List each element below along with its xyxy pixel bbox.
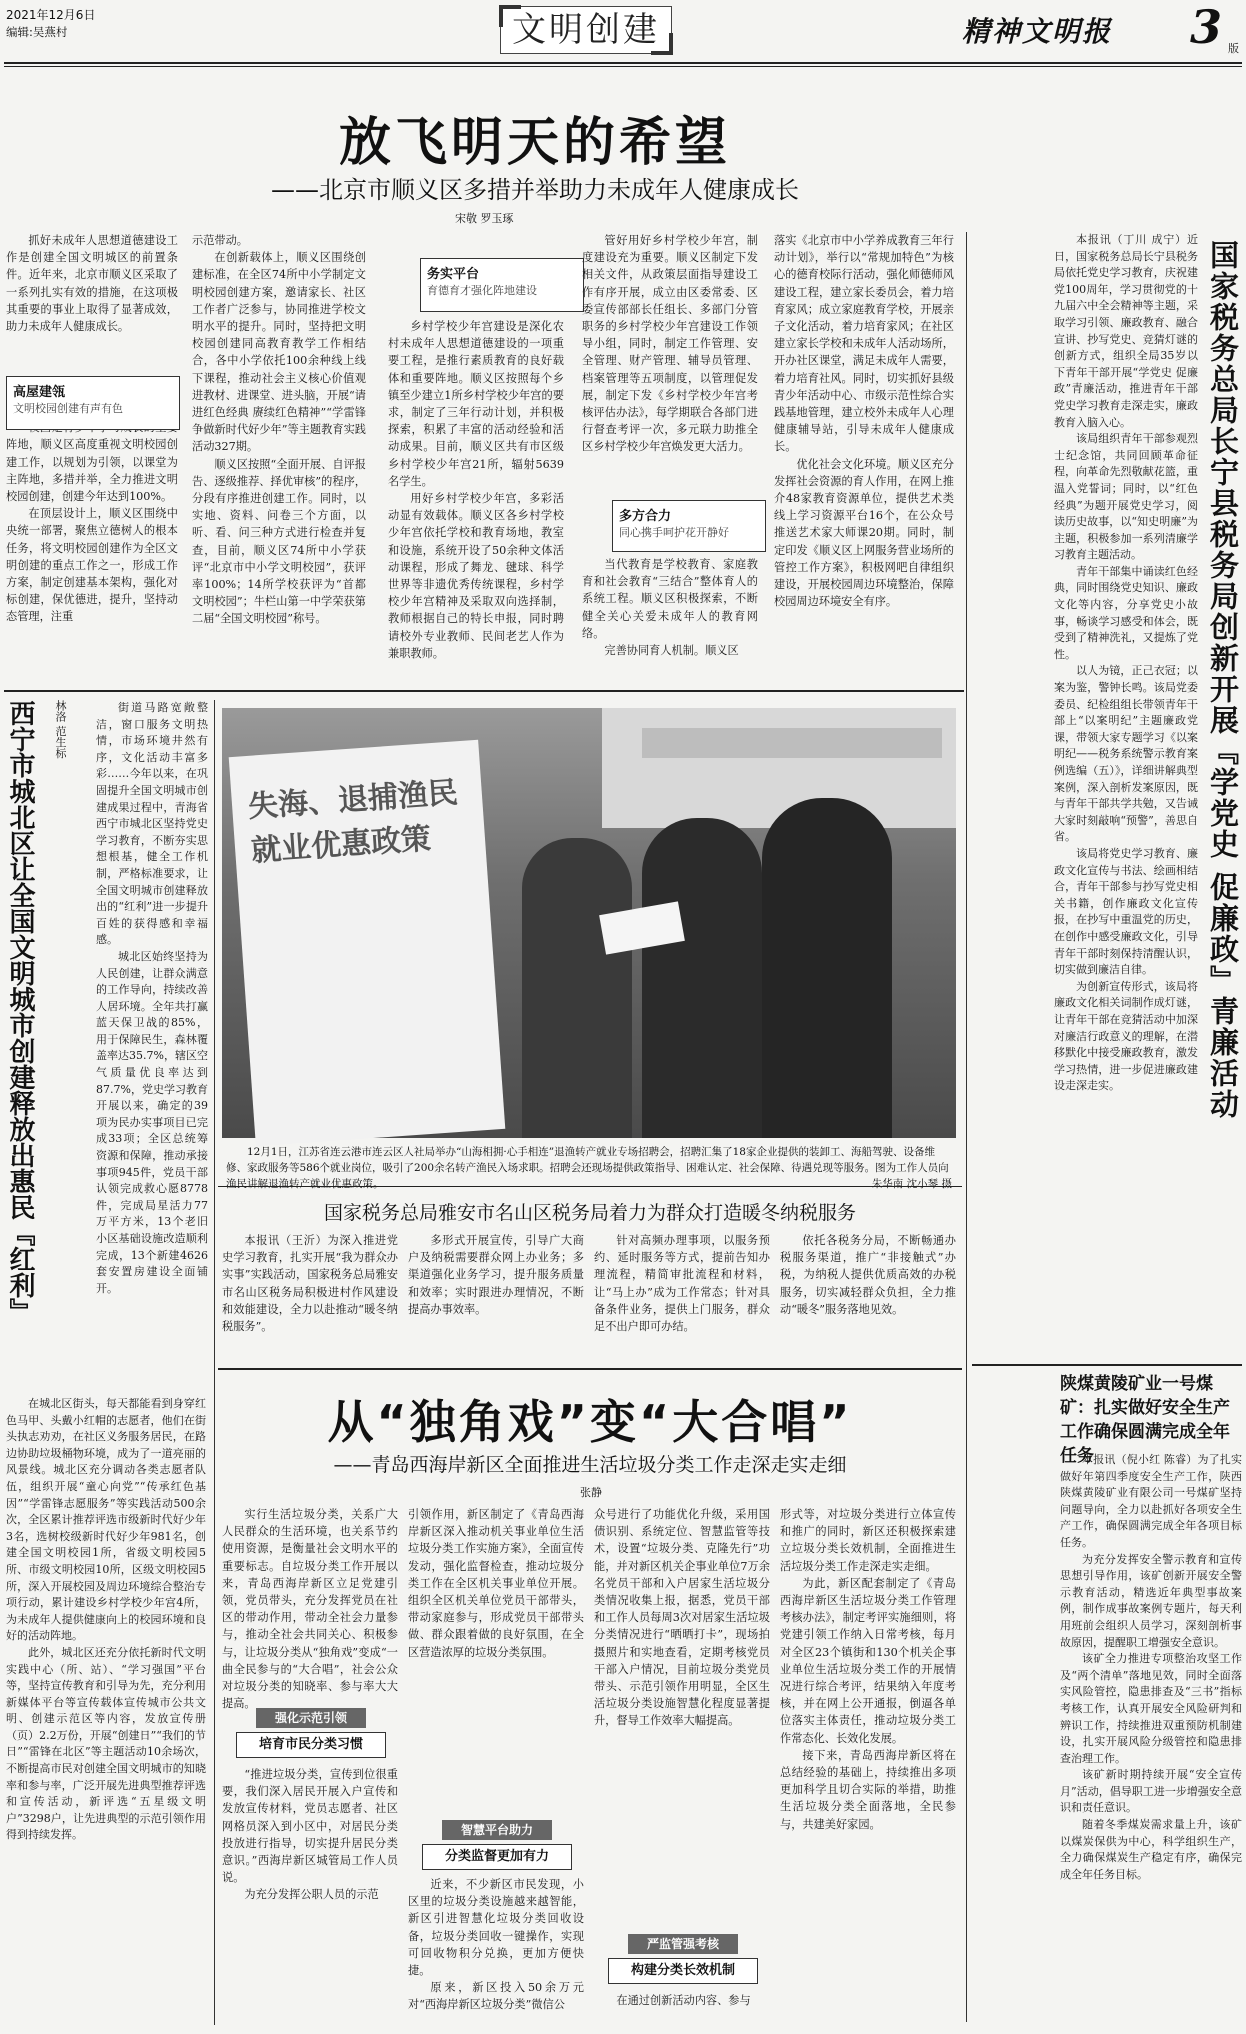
page-suffix: 版 <box>1228 42 1239 55</box>
qingdao-byline: 张静 <box>580 1486 602 1499</box>
section-rule <box>4 690 964 692</box>
editor-credit: 编辑:吴燕村 <box>6 25 68 39</box>
qingdao-subhead: ——青岛西海岸新区全面推进生活垃圾分类工作走深走实走细 <box>333 1454 847 1476</box>
paragraph: 抓好未成年人思想道德建设工作是创建全国文明城区的前置条件。近年来，北京市顺义区采取了一系列扎实有效的措施，在这项极其重要的事业上取得了显著成效，助力未成年人健康成长。 <box>6 234 178 334</box>
paragraph: 为充分发挥公职人员的示范 <box>244 1888 379 1902</box>
paragraph: 多形式开展宣传，引导广大商户及纳税需要群众网上办业务；多渠道强化业务学习，提升服务质量和效率；实时跟进办理情况，不断提高办事效率。 <box>408 1234 584 1316</box>
paragraph: 以人为镜，正己衣冠；以案为鉴，警钟长鸣。该局党委委员、纪检组组长带领青年干部上“以案明纪”主题廉政党课，带领大家专题学习《以案明纪——税务系统警示教育案例选编（五）》，详细讲解典型案例，深入剖析发案原因，既与青年干部共学共勉，又告诫大家时刻敲响“预警”，善思自省。 <box>1054 664 1198 844</box>
paragraph: 本报讯（王沂）为深入推进党史学习教育，扎实开展“我为群众办实事”实践活动，国家税务总局雅安市名山区税务局积极进村作风建设和效能建设，全力以赴推动“暖冬纳税服务”。 <box>222 1234 398 1334</box>
photo-person-3 <box>762 798 892 1138</box>
qd-col-4 <box>780 1506 956 2026</box>
paragraph: 本报讯（丁川 成宁）近日，国家税务总局长宁县税务局依托党史学习教育，庆祝建党100周年，学习贯彻党的十九届六中全会精神等主题，采取学习引领、廉政教育、融合宣讲、抄写党史、竞猜灯谜的创新方式，组织全局35岁以下青年干部开展“学党史 促廉政”青廉活动，推进青年干部党史学习教育走深走实，廉政教育入脑入心。 <box>1054 233 1198 429</box>
main-byline: 宋敬 罗玉琢 <box>455 212 514 225</box>
paragraph: 优化社会文化环境。顺义区充分发挥社会资源的育人作用，在网上推介48家教育资源单位，提供艺术类线上学习资源平台16个，在公众号推送艺术家大师课20期。同时，制定印发《顺义区上网服务营业场所的管控工作方案》，积极网吧自律组织建设，开展校园周边环境整治，保障校园周边环境安全有序。 <box>774 457 954 609</box>
paragraph: 为此，新区配套制定了《青岛西海岸新区生活垃圾分类工作管理考核办法》，制定考评实施细则，将党建引领工作纳入日常考核，每月对全区23个镇街和130个机关企事业单位生活垃圾分类工作的开展情况进行综合考评，结果纳入年度考核，并在网上公开通报，倒逼各单位落实主体责任，推动垃圾分类工作常态化、长效化发展。 <box>780 1576 956 1745</box>
qd-col-3b <box>594 1992 770 2026</box>
column-rule <box>214 700 215 2025</box>
paragraph: 实行生活垃圾分类，关系广大人民群众的生活环境，也关系节约使用资源，是衡量社会文明水平的重要标志。自垃圾分类工作开展以来，青岛西海岸新区立足党建引领，党员带头，充分发挥党员在社区的带动作用，带动全社会力量参与，推动全社会共同关心、积极参与，让垃圾分类从“独角戏”变成“一曲全民参与的“大合唱”，社会公众对垃圾分类的知晓率、参与率大大提高。 <box>222 1508 398 1711</box>
paragraph: 近来，不少新区市民发现，小区里的垃圾分类设施越来越智能，新区引进智慧化垃圾分类回收设备，垃圾分类回收一键操作，实现可回收物积分兑换，更加方便快捷。 <box>408 1878 584 1978</box>
qingdao-headline: 从“独角戏”变“大合唱” <box>327 1395 853 1449</box>
page-number: 3 <box>1190 0 1223 54</box>
paper-name: 精神文明报 <box>962 15 1113 48</box>
tax-col-1 <box>222 1232 398 1362</box>
paragraph: 在城北区街头，每天都能看到身穿红色马甲、头戴小红帽的志愿者，他们在街头执志劝劝，在社区义务服务居民，在路边协助垃圾桶物环境，成为了一道亮丽的风景线。城北区充分调动各类志愿者队伍，组织开展“童心向党”“传承红色基因”“学雷锋志愿服务”等实践活动500余次，全区累计推荐评选市级新时代好少年3名，选树校级新时代好少年981名，创建全国文明校园1所，省级文明校园5所、市级文明校园10所，区级文明校园5所，深入开展校园及周边环境综合整治专项行动，累计建设乡村学校少年宫4所，为未成年人提供健康向上的校园环境和良好的活动阵地。 <box>6 1397 206 1643</box>
main-subhead: ——北京市顺义区多措并举助力未成年人健康成长 <box>271 176 799 204</box>
paragraph: 本报讯（倪小红 陈睿）为了扎实做好年第四季度安全生产工作，陕西陕煤黄陵矿业有限公司一号煤矿坚持问题导向，全力以赴抓好各项安全生产工作，确保圆满完成全年各项目标任务。 <box>1060 1453 1242 1549</box>
paragraph: 落实《北京市中小学养成教育三年行动计划》，举行以“常规加特色”为核心的德育校际行活动，强化师德师风建设工程，建立家长委员会，着力培育家风；成立家庭教育学校，开展亲子文化活动，着力培育家风；在社区建立家长学校和未成年人活动场所，开办社区课堂，满足未成年人需要，着力培育社风。同时，切实抓好县级青少年活动中心、市级示范性综合实践基地管理，建立校外未成年人心理健康辅导站，引导未成年人健康成长。 <box>774 234 954 454</box>
paragraph: 该矿全力推进专项整治攻坚工作及“两个清单”落地见效，同时全面落实风险管控，隐患排查及“三书”指标考核工作，认真开展安全风险研判和辨识工作，持续推进双重预防机制建设，扎实开展风险分级管控和隐患排查治理工作。 <box>1060 1652 1242 1765</box>
paragraph: 该局组织青年干部参观烈士纪念馆，共同回顾革命征程，向革命先烈敬献花篮，重温入党誓词；同时，以“红色经典”为题开展党史学习，阅读历史故事，以“知史明廉”为主题，积极参加一系列清廉学习教育主题活动。 <box>1054 432 1198 562</box>
subhead-title: 务实平台 <box>427 267 480 282</box>
news-photo <box>222 708 956 1138</box>
paragraph: 当代教育是学校教育、家庭教育和社会教育“三结合”整体育人的系统工程。顺义区积极探索，不断健全关心关爱未成年人的教育网络。 <box>582 558 758 640</box>
left-col-body-lower <box>6 1396 206 2026</box>
photo-caption <box>226 1144 952 1192</box>
tax-col-3 <box>594 1232 770 1362</box>
photo-person-1 <box>522 838 632 1138</box>
paragraph: 示范带动。 <box>192 234 248 247</box>
subhead-title: 高屋建瓴 <box>13 385 66 400</box>
section-sub-3: 构建分类长效机制 <box>608 1958 758 1984</box>
paragraph: 原来，新区投入50余万元对“西海岸新区垃圾分类”微信公 <box>408 1981 584 2012</box>
paragraph: 城北区始终坚持为人民创建，让群众满意的工作导向，持续改善人居环境。全年共打赢蓝天保卫战的85%，用于保障民生，森林覆盖率达35.7%，辖区空气质量优良率达到87.7%，党史学习教育开展以来，确定的39项为民办实事项目已完成33项；全区总统筹资源和保障，推动承接事项945件，党员干部认领完成救心愿8778件，完成局星活力77万平方米，13个老旧小区基础设施改造顺利完成，13个新建4626套安置房建设全面铺开。 <box>96 949 208 1295</box>
paragraph: 街道马路宽敞整洁，窗口服务文明热情，市场环境井然有序，文化活动丰富多彩……今年以来，在巩固提升全国文明城市创建成果过程中，青海省西宁市城北区坚持党史学习教育，不断夯实思想根基，健全工作机制，严格标准要求，让全国文明城市创建释放出的“红利”进一步提升百姓的获得感和幸福感。 <box>96 701 208 947</box>
section-rule <box>218 1186 962 1187</box>
section-rule <box>972 1364 1242 1366</box>
main-col-2 <box>192 232 366 682</box>
paragraph: 完善协同育人机制。顺义区 <box>604 644 739 658</box>
paragraph: 针对高频办理事项，以服务预约、延时服务等方式，提前告知办理流程，精简审批流程和材料，让“马上办”成为工作常态；针对具备条件业务，提供上门服务，群众足不出户即可办结。 <box>594 1234 770 1334</box>
column-rule <box>966 232 967 2022</box>
main-col-4 <box>582 232 758 492</box>
qd-col-3 <box>594 1506 770 1926</box>
poster-text: 失海、退捕渔民就业优惠政策 <box>247 775 459 869</box>
right-col-body-lower <box>980 1152 1242 1362</box>
paragraph: 形式等，对垃圾分类进行立体宣传和推广的同时，新区还积极探索建立垃圾分类长效机制，全面推进生活垃圾分类工作走深走实走细。 <box>780 1508 956 1573</box>
main-col-5 <box>774 232 954 682</box>
left-vertical-title: 西宁市城北区让全国文明城市创建释放出惠民『红利』 <box>5 700 35 1324</box>
masthead-rule-thin <box>4 66 1242 67</box>
paragraph: 此外，城北区还充分依托新时代文明实践中心（所、站）、“学习强国”平台等，坚持宣传教育和引导为先，充分利用新媒体平台等宣传载体宣传城市公共文明、创建示范区等内容，发放宣传册（页）2.2万份，开展“创建日”“我们的节日”“雷锋在北区”等主题活动10余场次，不断提高市民对创建全国文明城市的知晓率和参与率，广泛开展先进典型推荐评选和宣传活动，新评选“五星级文明户”3298户，让先进典型的示范引领作用得到持续发挥。 <box>6 1645 206 1842</box>
photo-person-2 <box>642 818 762 1138</box>
section-pill-1: 强化示范引领 <box>256 1708 366 1728</box>
section-pill-3: 严监管强考核 <box>628 1934 738 1954</box>
paragraph: 在创新载体上，顺义区围绕创建标准，在全区74所中小学制定文明校园创建方案，邀请家长、社区工作者广泛参与，协同推进学校文明水平的提升。同时，坚持把文明校园创建同高教育教学工作相结合，各中小学依托100余种线上线下课程，推动社会主义核心价值观进教材、进课堂、进头脑，开展“请进红色经典 赓续红色精神”“学雷锋 争做新时代好少年”等主题教育实践活动327期。 <box>192 251 366 454</box>
paragraph: 在通过创新活动内容、参与 <box>616 1994 751 2007</box>
issue-date: 2021年12月6日 <box>6 8 96 22</box>
main-col-4b <box>582 556 758 682</box>
section-sub-2: 分类监督更加有力 <box>422 1844 572 1870</box>
paragraph: 用好乡村学校少年宫，多彩活动显有效载体。顺义区各乡村学校少年宫依托学校和教育场地，教室和设施，系统开设了50余种文体活动课程，形成了舞龙、毽球、科学世界等非遗优秀传统课程，乡村学校少年宫精神及采取双向选择制，教师根据自己的特长申报，同时聘请校外专业教师、民间老艺人作为兼职教师。 <box>388 492 564 660</box>
photo-banner <box>642 728 942 758</box>
section-pill-2: 智慧平台助力 <box>442 1820 552 1840</box>
paragraph: 为创新宣传形式，该局将廉政文化相关词制作成灯谜，让青年干部在竞猜活动中加深对廉洁行政意义的理解，在潜移默化中接受廉政教育，激发学习热情，进一步促进廉政建设走深走实。 <box>1054 979 1198 1093</box>
subhead-box-2 <box>420 258 584 312</box>
section-rule <box>218 1368 962 1370</box>
tax-col-2 <box>408 1232 584 1362</box>
tax-col-4 <box>780 1232 956 1362</box>
main-col-1 <box>6 232 178 682</box>
paragraph: 乡村学校少年宫建设是深化农村未成年人思想道德建设的一项重要工程，是推行素质教育的良好载体和重要阵地。顺义区按照每个乡镇至少建立1所乡村学校少年宫的要求，制定了三年行动计划，并积极探索，积累了丰富的活动经验和活动成果。目前，顺义区共有市区级乡村学校少年宫21所，辐射5639名学生。 <box>388 320 564 488</box>
left-byline: 林洛 范生标 <box>54 700 67 759</box>
shaanxi-body <box>1060 1452 1242 2022</box>
caption-text: 12月1日，江苏省连云港市连云区人社局举办“山海相拥·心手相连”退渔转产就业专场招聘会，招聘汇集了18家企业提供的装卸工、海船驾驶、设备维修、家政服务等586个就业岗位，吸引了200余名转产渔民入场求职。招聘会还现场提供政策指导、困难认定、社会保障、待遇兑现等服务。图为工作人员向渔民讲解退渔转产就业优惠政策。 <box>226 1146 949 1190</box>
masthead <box>0 0 1246 70</box>
paragraph: “推进垃圾分类，宣传到位很重要，我们深入居民开展入户宣传和发放宣传材料，党员志愿者、社区网格员深入到小区中，对居民分类投放进行指导，切实提升居民分类意识。”西海岸新区城管局工作人员说。 <box>222 1768 398 1885</box>
main-col-3 <box>388 318 564 682</box>
subhead-box-3 <box>612 500 766 552</box>
poster-board <box>229 740 506 1146</box>
shaanxi-headline: 陕煤黄陵矿业一号煤矿：扎实做好安全生产工作确保圆满完成全年任务 <box>1060 1374 1230 1466</box>
paragraph: 阵地，顺义区高度重视文明校园创建工作，以规划为引领，以课堂为主阵地，多措并举，全力推进文明校园创建，创建今年达到100%。 <box>6 438 178 504</box>
section-sub-1: 培育市民分类习惯 <box>236 1732 386 1758</box>
photo-building <box>602 708 956 828</box>
paragraph: 该矿新时期持续开展“安全宣传月”活动，倡导职工进一步增强安全意识和责任意识。 <box>1060 1768 1242 1815</box>
paragraph: 管好用好乡村学校少年宫，制度建设充为重要。顺义区制定下发相关文件，从政策层面指导建设工作有序开展，成立由区委常委、区委宣传部部长任组长、多部门分管职务的乡村学校少年宫建设工作领导小组，同时，制定工作管理、安全管理、财产管理、辅导员管理、档案管理等五项制度，以管理促发展，制定下发《乡村学校少年宫考核评估办法》，每学期联合各部门进行督查考评一次，多元联力助推全区乡村学校少年宫焕发更大活力。 <box>582 234 758 454</box>
paragraph: 众号进行了功能优化升级，采用国债识别、系统定位、智慧监管等技术，设置“垃圾分类、克隆先行”功能，并对新区机关企事业单位7万余名党员干部和入户居家生活垃圾分类情况收集上报，据悉，党员干部和工作人员每周3次对居家生活垃圾分类情况进行“晒晒打卡”，现场拍摄照片和实地查看，定期考核党员干部入户情况，目前垃圾分类党员带头、示范引领作用明显，全区生活垃圾分类设施智慧化程度显著提升，督导工作效率大幅提高。 <box>594 1508 770 1728</box>
photo-credit: 朱华南 沈小琴 摄 <box>871 1178 952 1190</box>
subhead-box-1 <box>6 376 180 430</box>
section-title: 文明创建 <box>512 10 660 50</box>
paragraph: 在顶层设计上，顺义区围绕中央统一部署，聚焦立德树人的根本任务，将文明校园创建作为全区文明创建的重点工作之一，形成工作方案，制定创建基本架构，强化对标创建，保优德进，提升，坚持动态管理，注重 <box>6 507 178 624</box>
banner-corner-right <box>651 33 673 55</box>
main-headline: 放飞明天的希望 <box>338 113 731 173</box>
paragraph: 接下来，青岛西海岸新区将在总结经验的基础上，持续推出多项更加科学且切合实际的举措，助推生活垃圾分类全面落地，全民参与，共建美好家园。 <box>780 1748 956 1831</box>
qd-col-1 <box>222 1506 398 1711</box>
subhead-title: 多方合力 <box>619 509 672 524</box>
tax-headline: 国家税务总局雅安市名山区税务局着力为群众打造暖冬纳税服务 <box>323 1202 856 1224</box>
qd-col-2 <box>408 1506 584 1816</box>
subhead-sub: 文明校园创建有声有色 <box>13 402 123 415</box>
subhead-sub: 同心携手呵护花开静好 <box>619 526 729 539</box>
banner-corner-left <box>499 5 521 27</box>
paragraph: 引领作用，新区制定了《青岛西海岸新区深入推动机关事业单位生活垃圾分类工作实施方案》，全面宣传发动，强化监督检查，推动垃圾分类工作在全区机关事业单位开展。组织全区机关单位党员干部带头，带动家庭参与，形成党员干部带头做、群众跟着做的良好氛围，在全区营造浓厚的垃圾分类氛围。 <box>408 1508 584 1659</box>
right-vertical-title: 国家税务总局长宁县税务局创新开展『学党史 促廉政』青廉活动 <box>1206 240 1240 1121</box>
paragraph: 随着冬季煤炭需求量上升，该矿以煤炭保供为中心，科学组织生产，全力确保煤炭生产稳定有序，确保完成全年任务目标。 <box>1060 1818 1242 1881</box>
left-col-body-upper <box>96 700 208 1390</box>
paragraph: 为充分发挥安全警示教育和宣传思想引导作用，该矿创新开展安全警示教育活动，精选近年典型事故案例，制作成事故案例专题片，每天利用班前会组织人员学习，深刻剖析事故原因，提醒职工增强安全意识。 <box>1060 1552 1242 1649</box>
paragraph: 顺义区按照“全面开展、自评报告、逐级推荐、择优审核”的程序，分段有序推进创建工作。同时，以实地、资料、问卷三个方面，以听、看、问三种方式进行检查并复查，目前，顺义区74所中小学获评“北京市中小学文明校园”，获评率100%；14所学校获评为“首都文明校园”；牛栏山第一中学荣获第二届“全国文明校园”称号。 <box>192 457 366 626</box>
paragraph: 该局将党史学习教育、廉政文化宣传与书法、绘画相结合，青年干部参与抄写党史相关书籍，创作廉政文化宣传报，在抄写中重温党的历史，在创作中感受廉政文化，引导青年干部时刻保持清醒认识，切实做到廉洁自律。 <box>1054 846 1198 977</box>
paragraph: 青年干部集中诵读红色经典，同时围绕党史知识、廉政文化等内容，分享党史小故事，畅谈学习感受和体会，既受到了精神洗礼，又提炼了党性。 <box>1054 564 1198 661</box>
paragraph: 依托各税务分局，不断畅通办税服务渠道，推广“非接触式”办税，为纳税人提供优质高效的办税服务，切实减轻群众负担，全力推动“暖冬”服务落地见效。 <box>780 1234 956 1316</box>
subhead-sub: 育德育才强化阵地建设 <box>427 284 537 297</box>
masthead-rule <box>4 62 1242 64</box>
qd-col-1b <box>222 1766 398 2026</box>
section-banner <box>500 6 672 54</box>
qd-col-2b <box>408 1876 584 2026</box>
